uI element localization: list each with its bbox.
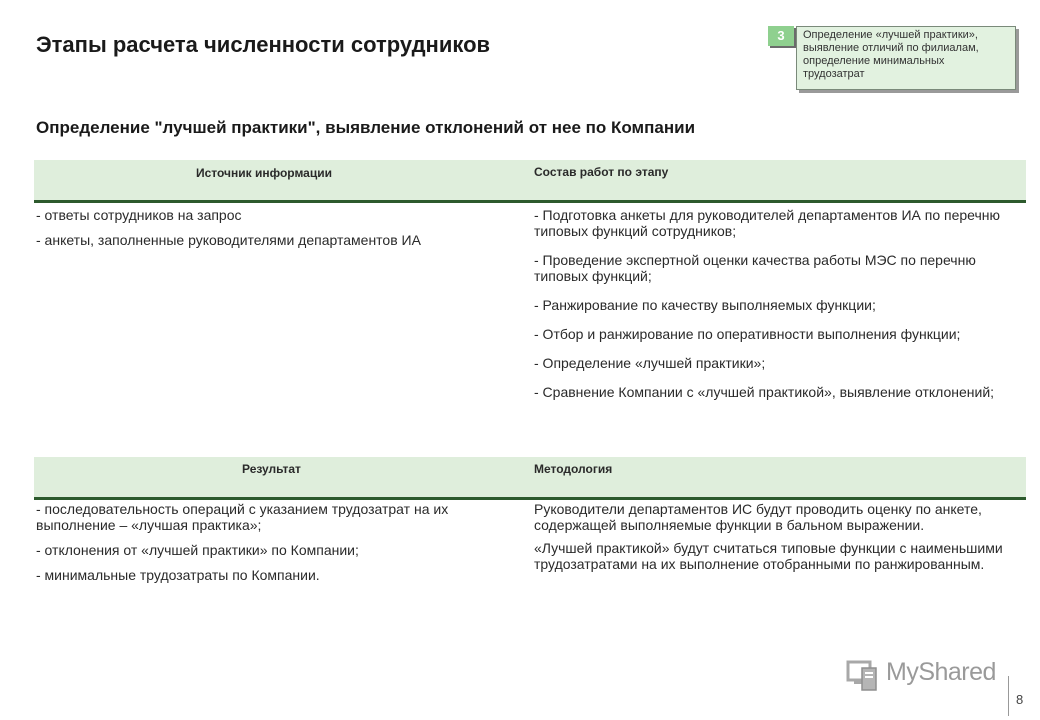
list-item: - Отбор и ранжирование по оперативности выполнения функции; (534, 326, 961, 342)
list-item: - Ранжирование по качеству выполняемых функции; (534, 297, 876, 313)
work-list (534, 207, 1004, 413)
page-number: 8 (1016, 692, 1024, 707)
source-header: Источник информации (196, 166, 332, 180)
list-item: - Подготовка анкеты для руководителей департаментов ИА по перечню типовых функций сотрудников; (534, 207, 1001, 239)
list-item: - Проведение экспертной оценки качества работы МЭС по перечню типовых функций; (534, 252, 976, 284)
list-item: - анкеты, заполненные руководителями департаментов ИА (36, 232, 421, 248)
stage-number: 3 (768, 26, 794, 46)
watermark-text: MyShared (886, 658, 996, 686)
section1-header-row (34, 160, 1026, 203)
result-list (36, 501, 512, 592)
slide-subtitle: Определение "лучшей практики", выявление отклонений от нее по Компании (36, 118, 696, 137)
list-item: Руководители департаментов ИС будут проводить оценку по анкете, содержащей выполняемые функции в бальном выражении. (534, 501, 982, 533)
list-item: - отклонения от «лучшей практики» по Компании; (36, 542, 359, 558)
list-item: - Определение «лучшей практики»; (534, 355, 766, 371)
stage-description: Определение «лучшей практики», выявление отличий по филиалам, определение минимальных трудозатрат (796, 26, 1016, 90)
list-item: - Сравнение Компании с «лучшей практикой», выявление отклонений; (534, 384, 995, 400)
stage-indicator (768, 26, 1022, 94)
slide-title: Этапы расчета численности сотрудников (36, 32, 491, 57)
list-item: - последовательность операций с указанием трудозатрат на их выполнение – «лучшая практика»; (36, 501, 449, 533)
methodology-header: Методология (534, 462, 613, 476)
list-item: - минимальные трудозатраты по Компании. (36, 567, 320, 583)
watermark (846, 656, 1008, 692)
work-composition-header: Состав работ по этапу (534, 165, 669, 179)
page-divider (1008, 676, 1009, 716)
list-item: «Лучшей практикой» будут считаться типовые функции с наименьшими трудозатратами на их выполнение отобранными по ранжированным. (534, 540, 1003, 572)
source-list (36, 207, 512, 257)
watermark-logo-icon (846, 656, 882, 692)
section2-header-row (34, 457, 1026, 500)
list-item: - ответы сотрудников на запрос (36, 207, 242, 223)
result-header: Результат (242, 462, 301, 476)
methodology-list (534, 501, 1004, 581)
